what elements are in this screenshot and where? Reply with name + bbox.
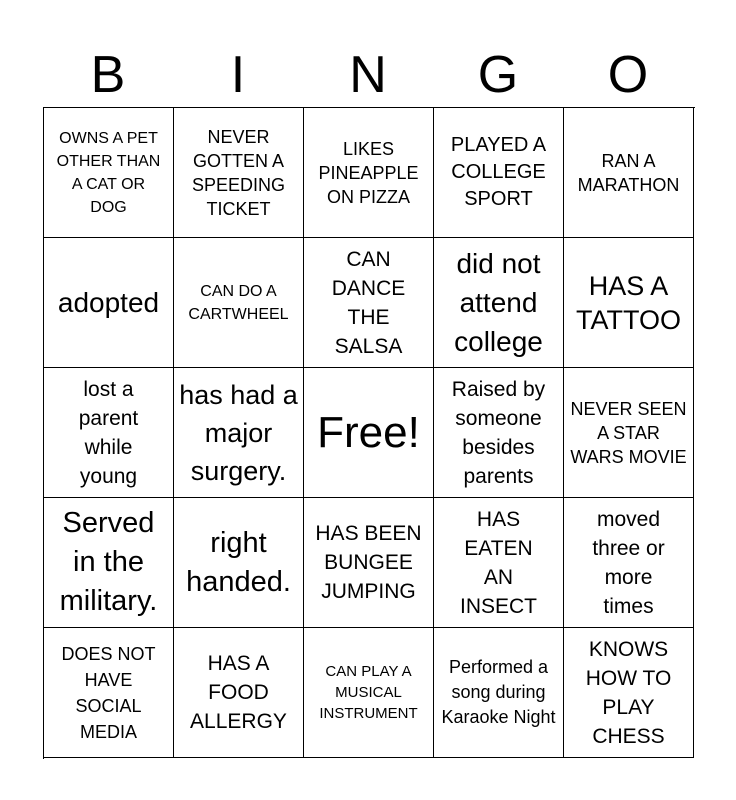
bingo-cell[interactable] (434, 368, 564, 498)
bingo-cell[interactable] (304, 108, 434, 238)
bingo-cell[interactable] (44, 628, 174, 758)
cell-text: HAS BEEN BUNGEE JUMPING (315, 522, 422, 603)
cell-text: HAS A TATTOO (576, 270, 681, 335)
header-letter-n: N (349, 46, 387, 104)
cell-text: right handed. (186, 526, 291, 598)
bingo-cell[interactable] (564, 368, 694, 498)
cell-text: moved three or more times (592, 507, 665, 618)
cell-text: DOES NOT HAVE SOCIAL MEDIA (61, 643, 156, 742)
free-space[interactable] (304, 368, 434, 498)
bingo-cell[interactable] (44, 238, 174, 368)
bingo-cell[interactable] (304, 238, 434, 368)
header-letter-b: B (90, 46, 126, 104)
cell-text: PLAYED A COLLEGE SPORT (450, 134, 547, 210)
bingo-cell[interactable] (564, 628, 694, 758)
cell-text: has had a major surgery. (179, 379, 298, 486)
header-letter-g: G (477, 46, 519, 104)
cell-text: CAN DO A CARTWHEEL (188, 282, 289, 323)
bingo-cell[interactable] (304, 498, 434, 628)
bingo-cell[interactable] (564, 498, 694, 628)
bingo-cell[interactable] (174, 368, 304, 498)
cell-text: LIKES PINEAPPLE ON PIZZA (318, 138, 419, 207)
cell-text: CAN DANCE THE SALSA (331, 247, 406, 358)
cell-text: lost a parent while young (78, 377, 139, 488)
bingo-header (43, 40, 693, 110)
bingo-cell[interactable] (434, 108, 564, 238)
cell-text: HAS EATEN AN INSECT (459, 507, 537, 618)
bingo-cell[interactable] (174, 238, 304, 368)
bingo-cell[interactable] (174, 498, 304, 628)
cell-text: NEVER GOTTEN A SPEEDING TICKET (191, 126, 286, 219)
cell-text: HAS A FOOD ALLERGY (190, 652, 287, 733)
cell-text: Performed a song during Karaoke Night (441, 657, 556, 727)
cell-text: Served in the military. (59, 507, 158, 617)
bingo-board (43, 107, 695, 759)
bingo-cell[interactable] (434, 498, 564, 628)
bingo-cell[interactable] (564, 238, 694, 368)
cell-text: CAN PLAY A MUSICAL INSTRUMENT (319, 663, 418, 722)
bingo-cell[interactable] (434, 628, 564, 758)
bingo-cell[interactable] (434, 238, 564, 368)
bingo-cell[interactable] (174, 628, 304, 758)
free-space-text: Free! (317, 407, 420, 457)
bingo-cell[interactable] (564, 108, 694, 238)
bingo-cell[interactable] (304, 628, 434, 758)
bingo-cell[interactable] (44, 368, 174, 498)
cell-text: did not attend college (454, 248, 543, 357)
cell-text: KNOWS HOW TO PLAY CHESS (585, 637, 672, 748)
cell-text: RAN A MARATHON (577, 150, 680, 195)
cell-text: OWNS A PET OTHER THAN A CAT OR DOG (56, 129, 161, 216)
header-letter-i: I (230, 46, 246, 104)
cell-text: adopted (57, 287, 160, 318)
header-letter-o: O (607, 46, 649, 104)
cell-text: Raised by someone besides parents (451, 377, 546, 488)
bingo-cell[interactable] (44, 498, 174, 628)
cell-text: NEVER SEEN A STAR WARS MOVIE (570, 398, 687, 467)
bingo-cell[interactable] (174, 108, 304, 238)
bingo-cell[interactable] (44, 108, 174, 238)
